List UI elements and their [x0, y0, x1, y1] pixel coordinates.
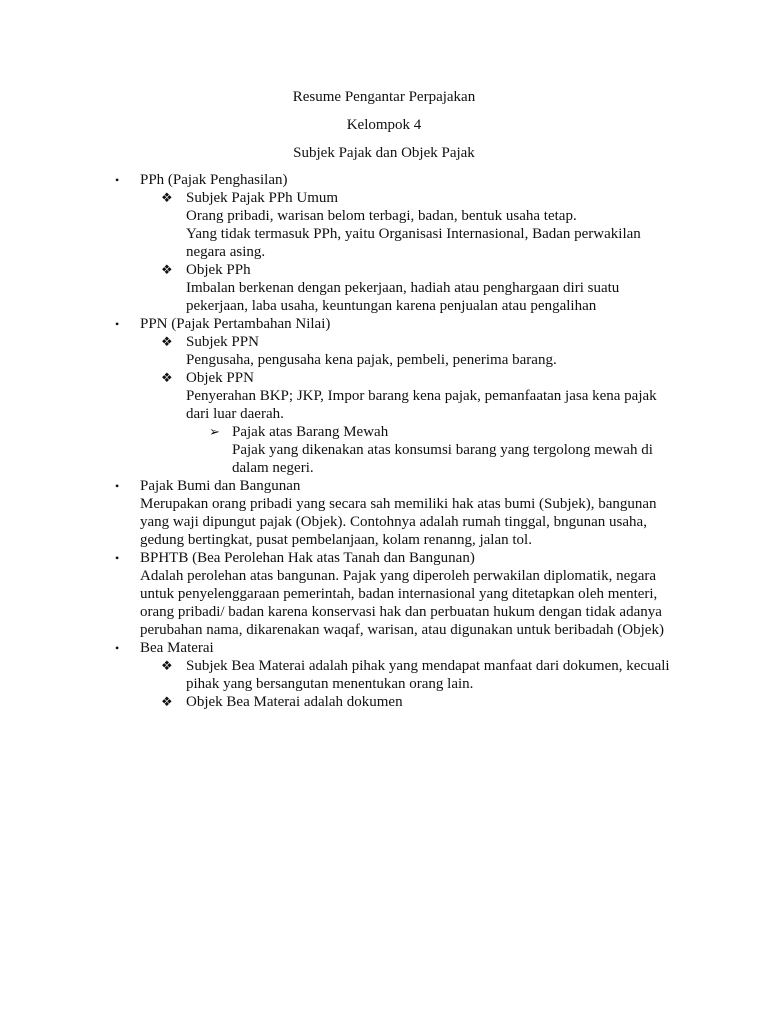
list-item-bea-materai-objek [0, 693, 675, 711]
subsection-label: Subjek Pajak PPh Umum [186, 190, 339, 206]
round-bullet-icon: • [115, 317, 120, 331]
diamond-bullet-icon: ❖ [161, 262, 173, 277]
list-item-ppn [0, 315, 675, 333]
subsection-label: Objek PPN [186, 370, 254, 386]
diamond-bullet-icon: ❖ [161, 334, 173, 349]
list-item-pph [0, 171, 675, 189]
document-body [0, 171, 768, 711]
body-text: Subjek Bea Materai adalah pihak yang mendapat manfaat dari dokumen, kecuali pihak yang bersangutan menentukan orang lain. [186, 658, 670, 692]
diamond-bullet-icon: ❖ [161, 694, 173, 709]
group-name: Kelompok 4 [346, 117, 422, 133]
body-text: Pengusaha, pengusaha kena pajak, pembeli, penerima barang. [186, 352, 557, 368]
body-text: Penyerahan BKP; JKP, Impor barang kena pajak, pemanfaatan jasa kena pajak dari luar daerah. [186, 388, 657, 422]
list-item-bea-materai-subjek [0, 657, 675, 693]
diamond-bullet-icon: ❖ [161, 370, 173, 385]
body-text: Pajak yang dikenakan atas konsumsi barang yang tergolong mewah di dalam negeri. [232, 442, 653, 476]
body-text: Orang pribadi, warisan belom terbagi, badan, bentuk usaha tetap. [186, 208, 577, 224]
subsection-label: Pajak atas Barang Mewah [232, 424, 389, 440]
body-text: Adalah perolehan atas bangunan. Pajak yang diperoleh perwakilan diplomatik, negara untuk penyelenggaraan pemerintah, badan internasional yang ditetapkan oleh menteri, orang pribadi/ badan karena konservasi hak dan perbuatan hukum dengan tidak adanya perubahan nama, dikarenakan waqaf, warisan, atau digunakan untuk beribadah (Objek) [140, 568, 664, 638]
list-item-pbb [0, 477, 675, 549]
arrow-bullet-icon: ➢ [209, 424, 220, 439]
subsection-label: Objek PPh [186, 262, 251, 278]
body-text: Objek Bea Materai adalah dokumen [186, 694, 403, 710]
round-bullet-icon: • [115, 173, 120, 187]
round-bullet-icon: • [115, 551, 120, 565]
round-bullet-icon: • [115, 479, 120, 493]
round-bullet-icon: • [115, 641, 120, 655]
diamond-bullet-icon: ❖ [161, 658, 173, 673]
section-heading-bphtb: BPHTB (Bea Perolehan Hak atas Tanah dan Bangunan) [140, 550, 475, 566]
section-heading-ppn: PPN (Pajak Pertambahan Nilai) [140, 316, 331, 332]
body-text: Merupakan orang pribadi yang secara sah memiliki hak atas bumi (Subjek), bangunan yang waji dipungut pajak (Objek). Contohnya adalah rumah tinggal, bngunan usaha, gedung bertingkat, pusat pembelanjaan, kolam renanng, jalan tol. [140, 496, 657, 548]
diamond-bullet-icon: ❖ [161, 190, 173, 205]
list-item-pph-objek [0, 261, 675, 315]
section-heading-pbb: Pajak Bumi dan Bangunan [140, 478, 301, 494]
list-item-ppn-subjek [0, 333, 675, 369]
section-heading-pph: PPh (Pajak Penghasilan) [140, 172, 288, 188]
body-text: Imbalan berkenan dengan pekerjaan, hadiah atau penghargaan diri suatu pekerjaan, laba usaha, keuntungan karena penjualan atau pengalihan [186, 280, 620, 314]
list-item-bea-materai [0, 639, 675, 657]
list-item-ppnbm [0, 423, 675, 477]
list-item-pph-subjek [0, 189, 675, 261]
body-text: Yang tidak termasuk PPh, yaitu Organisasi Internasional, Badan perwakilan negara asing. [186, 226, 641, 260]
subsection-label: Subjek PPN [186, 334, 259, 350]
document-subtitle: Subjek Pajak dan Objek Pajak [293, 145, 475, 161]
section-heading-bea-materai: Bea Materai [140, 640, 214, 656]
list-item-bphtb [0, 549, 675, 639]
list-item-ppn-objek [0, 369, 675, 423]
document-title: Resume Pengantar Perpajakan [292, 89, 476, 105]
